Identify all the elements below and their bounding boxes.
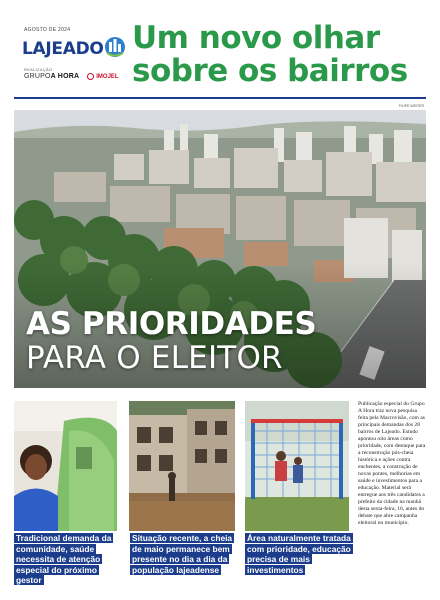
imojel-text: IMOJEL: [96, 73, 119, 80]
caption-health-text: Tradicional demanda da comunidade, saúde necessita de atenção especial do próximo gestor: [16, 533, 112, 585]
logo-badge-icon: [104, 34, 126, 60]
header-divider: [14, 97, 426, 99]
intro-sidebar-text: Publicação especial do Grupo A Hora traz nova pesquisa feita pela Macrovisão, com as principais demandas dos 28 bairros de Lajeado. Estudo apontou oito áreas como prioridade, com destaque para a reconstrução pós-cheia histórica e ações contra enchentes, a construção de novas pontes, melhorias em saúde e investimentos para a educação. Material será entregue aos três candidatos a prefeito da cidade na manhã desta sexta-feira, 16, antes do debate que abre campanha eleitoral no município.: [358, 401, 426, 526]
grupo-a-hora-logo: [24, 73, 79, 80]
caption-health: [14, 533, 120, 586]
caption-education-text: Área naturalmente tratada com prioridade, educação precisa de mais investimentos: [247, 533, 351, 575]
caption-flood: [130, 533, 236, 575]
logo-text: LAJEADO: [22, 39, 104, 59]
hero-city-photo: [14, 110, 426, 388]
hero-title-light: PARA O ELEITOR: [26, 340, 283, 376]
a-hora-text: A HORA: [50, 73, 80, 80]
hero-title-bold: AS PRIORIDADES: [26, 306, 317, 342]
flood-photo: [129, 401, 235, 531]
health-worker-illustration: [14, 401, 117, 531]
realizacao-label: REALIZAÇÃO: [24, 67, 53, 72]
headline-line-2: sobre os bairros: [132, 53, 408, 89]
sponsor-logos: [24, 73, 119, 80]
caption-flood-text: Situação recente, a cheia de maio permanece bem presente no dia a dia da população lajeadense: [132, 533, 233, 575]
health-photo: [14, 401, 117, 531]
page-headline: [132, 22, 408, 88]
imojel-mark-icon: [87, 73, 94, 80]
edition-date: AGOSTO DE 2024: [24, 27, 71, 33]
grupo-text: GRUPO: [24, 73, 51, 80]
caption-education: [245, 533, 351, 575]
playground-illustration: [245, 401, 349, 531]
flooded-street-illustration: [129, 401, 235, 531]
education-photo: [245, 401, 349, 531]
headline-line-1: Um novo olhar: [132, 20, 380, 56]
photo-credit: FILIPE WEITER: [398, 104, 424, 108]
imojel-logo: [87, 73, 118, 80]
